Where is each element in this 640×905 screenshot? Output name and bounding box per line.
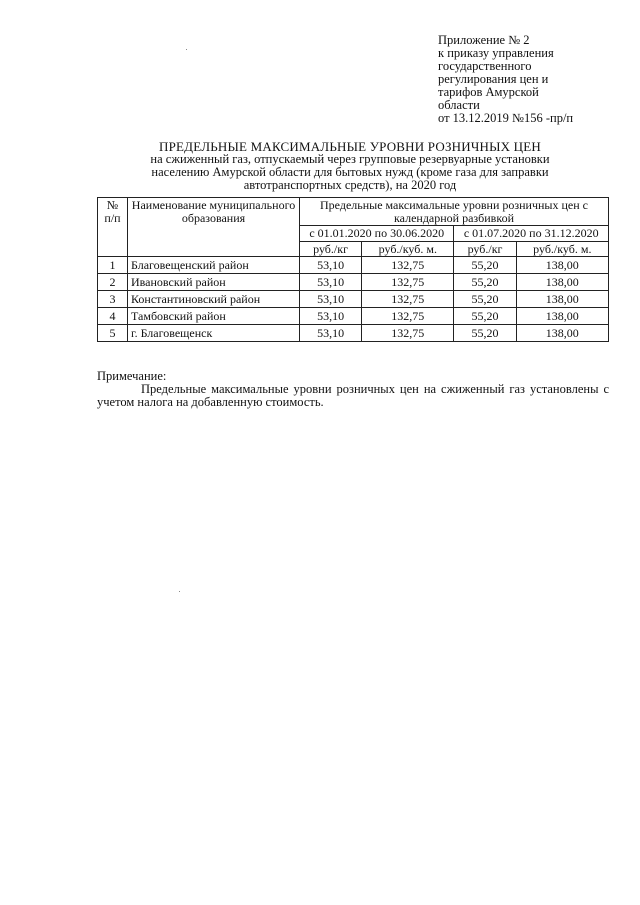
table-row: [98, 274, 609, 291]
row-p2-kg: 55,20: [454, 257, 516, 274]
document-title: [90, 140, 610, 192]
row-p1-m3: 132,75: [362, 308, 454, 325]
row-number: 1: [98, 257, 128, 274]
note-text: Предельные максимальные уровни розничных цен на сжиженный газ установлены с учетом налога на добавленную стоимость.: [97, 382, 609, 409]
title-subline: на сжиженный газ, отпускаемый через групповые резервуарные установки: [150, 152, 550, 166]
row-p2-m3: 138,00: [516, 291, 608, 308]
row-municipality: г. Благовещенск: [128, 325, 300, 342]
row-p2-kg: 55,20: [454, 325, 516, 342]
header-period-1: с 01.01.2020 по 30.06.2020: [300, 226, 454, 242]
note-block: [97, 370, 609, 409]
row-p1-m3: 132,75: [362, 257, 454, 274]
row-p1-m3: 132,75: [362, 274, 454, 291]
header-municipality: Наименование муниципального образования: [128, 198, 300, 257]
header-period-2: с 01.07.2020 по 31.12.2020: [454, 226, 609, 242]
row-p1-kg: 53,10: [300, 257, 362, 274]
row-number: 3: [98, 291, 128, 308]
table-row: [98, 257, 609, 274]
row-p1-kg: 53,10: [300, 325, 362, 342]
row-p1-m3: 132,75: [362, 325, 454, 342]
row-number: 2: [98, 274, 128, 291]
row-p1-kg: 53,10: [300, 291, 362, 308]
scan-speck: [186, 49, 187, 50]
appendix-header: [438, 34, 638, 125]
table-header-row: [98, 198, 609, 226]
row-number: 5: [98, 325, 128, 342]
title-main: ПРЕДЕЛЬНЫЕ МАКСИМАЛЬНЫЕ УРОВНИ РОЗНИЧНЫХ ЦЕН: [159, 139, 541, 154]
appendix-line: от 13.12.2019 №156 -пр/п: [438, 111, 574, 125]
header-unit-kg: руб./кг: [300, 241, 362, 257]
table-row: [98, 325, 609, 342]
appendix-line: к приказу управления: [438, 46, 554, 60]
title-subline: населению Амурской области для бытовых нужд (кроме газа для заправки: [151, 165, 549, 179]
row-p2-m3: 138,00: [516, 325, 608, 342]
row-p1-kg: 53,10: [300, 274, 362, 291]
scan-speck: [179, 591, 180, 592]
header-unit-m3: руб./куб. м.: [516, 241, 608, 257]
row-p2-m3: 138,00: [516, 274, 608, 291]
price-table: [97, 197, 609, 342]
row-number: 4: [98, 308, 128, 325]
row-municipality: Ивановский район: [128, 274, 300, 291]
row-p2-kg: 55,20: [454, 291, 516, 308]
row-p1-m3: 132,75: [362, 291, 454, 308]
row-municipality: Благовещенский район: [128, 257, 300, 274]
appendix-line: Приложение № 2: [438, 33, 530, 47]
header-number: № п/п: [98, 198, 128, 257]
row-municipality: Тамбовский район: [128, 308, 300, 325]
appendix-line: области: [438, 98, 480, 112]
header-unit-kg: руб./кг: [454, 241, 516, 257]
title-subline: автотранспортных средств), на 2020 год: [243, 178, 457, 192]
note-label: Примечание:: [97, 369, 167, 383]
row-p2-m3: 138,00: [516, 308, 608, 325]
table-row: [98, 291, 609, 308]
row-p2-kg: 55,20: [454, 274, 516, 291]
appendix-line: государственного: [438, 59, 532, 73]
row-p2-m3: 138,00: [516, 257, 608, 274]
header-unit-m3: руб./куб. м.: [362, 241, 454, 257]
row-p2-kg: 55,20: [454, 308, 516, 325]
appendix-line: тарифов Амурской: [438, 85, 539, 99]
row-p1-kg: 53,10: [300, 308, 362, 325]
table-row: [98, 308, 609, 325]
appendix-line: регулирования цен и: [438, 72, 549, 86]
row-municipality: Константиновский район: [128, 291, 300, 308]
header-price-levels: Предельные максимальные уровни розничных цен с календарной разбивкой: [300, 198, 609, 226]
